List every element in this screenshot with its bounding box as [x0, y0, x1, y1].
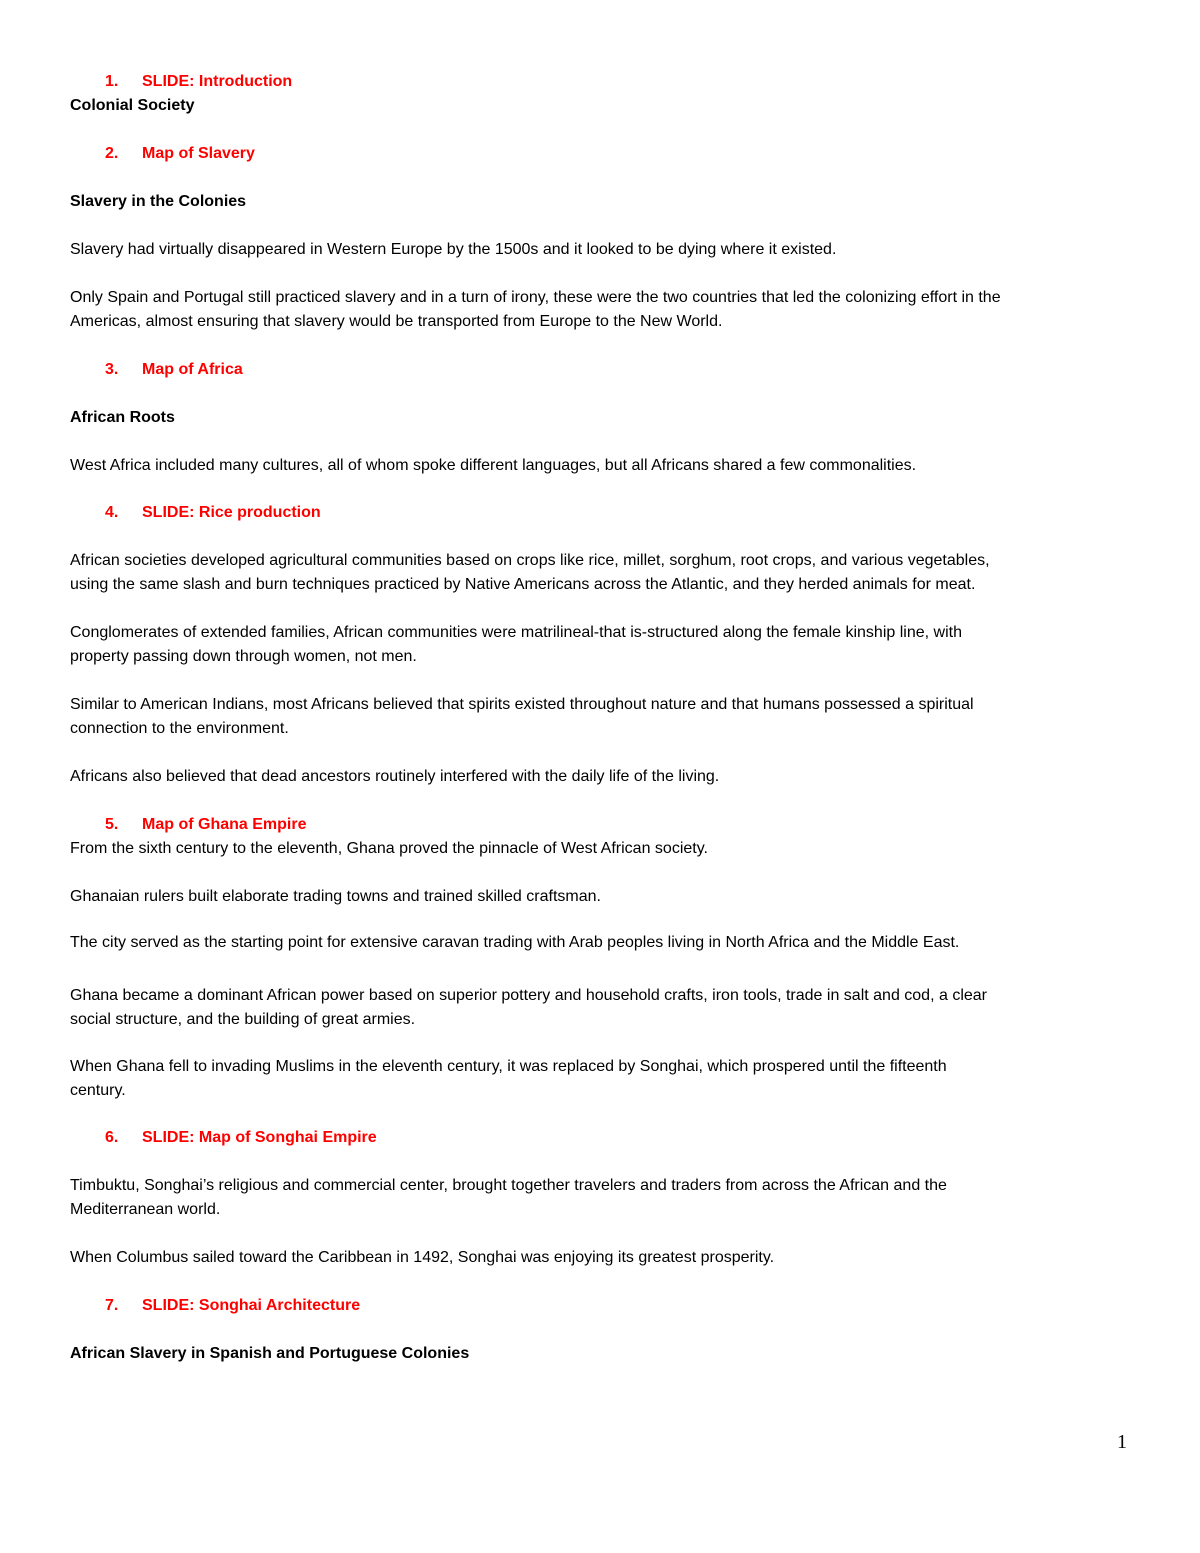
- heading-number: 7.: [105, 1297, 119, 1314]
- subheading: Slavery in the Colonies: [70, 193, 247, 210]
- heading-3: [105, 358, 243, 382]
- heading-6: [105, 1126, 377, 1150]
- paragraph-line: property passing down through women, not men.: [70, 648, 417, 665]
- heading-2: [105, 142, 255, 166]
- heading-text: SLIDE: Songhai Architecture: [142, 1297, 361, 1314]
- paragraph-line: social structure, and the building of great armies.: [70, 1011, 416, 1028]
- heading-number: 1.: [105, 73, 119, 90]
- heading-text: Map of Ghana Empire: [142, 816, 307, 833]
- heading-number: 4.: [105, 504, 119, 521]
- paragraph-line: African societies developed agricultural communities based on crops like rice, millet, sorghum, root crops, and various vegetables,: [70, 552, 990, 569]
- heading-text: SLIDE: Map of Songhai Empire: [142, 1129, 377, 1146]
- paragraph-line: Slavery had virtually disappeared in Western Europe by the 1500s and it looked to be dying where it existed.: [70, 241, 837, 258]
- paragraph-line: century.: [70, 1082, 126, 1099]
- heading-7: [105, 1294, 360, 1318]
- paragraph-line: The city served as the starting point for extensive caravan trading with Arab peoples living in North Africa and the Middle East.: [70, 934, 960, 951]
- paragraph-line: Americas, almost ensuring that slavery would be transported from Europe to the New World.: [70, 313, 723, 330]
- heading-1: [105, 70, 292, 94]
- heading-text: SLIDE: Rice production: [142, 504, 321, 521]
- heading-number: 3.: [105, 361, 119, 378]
- paragraph-line: When Ghana fell to invading Muslims in the eleventh century, it was replaced by Songhai, which prospered until the fifteenth: [70, 1058, 947, 1075]
- paragraph-line: Mediterranean world.: [70, 1201, 221, 1218]
- subheading: African Roots: [70, 409, 175, 426]
- paragraph-line: West Africa included many cultures, all of whom spoke different languages, but all Africans shared a few commonalities.: [70, 457, 917, 474]
- subheading: Colonial Society: [70, 97, 195, 114]
- heading-number: 6.: [105, 1129, 119, 1146]
- paragraph-line: Conglomerates of extended families, African communities were matrilineal-that is-structured along the female kinship line, with: [70, 624, 962, 641]
- paragraph-line: connection to the environment.: [70, 720, 289, 737]
- paragraph-line: Similar to American Indians, most Africans believed that spirits existed throughout nature and that humans possessed a spiritual: [70, 696, 974, 713]
- paragraph-line: Only Spain and Portugal still practiced slavery and in a turn of irony, these were the two countries that led the colonizing effort in the: [70, 289, 1001, 306]
- heading-text: SLIDE: Introduction: [142, 73, 293, 90]
- heading-5: [105, 813, 306, 837]
- paragraph-line: Ghana became a dominant African power based on superior pottery and household crafts, iron tools, trade in salt and cod, a clear: [70, 987, 987, 1004]
- paragraph-line: From the sixth century to the eleventh, Ghana proved the pinnacle of West African society.: [70, 840, 708, 857]
- heading-number: 2.: [105, 145, 119, 162]
- heading-text: Map of Africa: [142, 361, 243, 378]
- paragraph-line: Africans also believed that dead ancestors routinely interfered with the daily life of the living.: [70, 768, 720, 785]
- heading-number: 5.: [105, 816, 119, 833]
- paragraph-line: When Columbus sailed toward the Caribbean in 1492, Songhai was enjoying its greatest prosperity.: [70, 1249, 775, 1266]
- page-number: 1: [1117, 1431, 1127, 1453]
- heading-4: [105, 501, 321, 525]
- heading-text: Map of Slavery: [142, 145, 255, 162]
- paragraph-line: Ghanaian rulers built elaborate trading towns and trained skilled craftsman.: [70, 888, 601, 905]
- paragraph-line: using the same slash and burn techniques practiced by Native Americans across the Atlantic, and they herded animals for meat.: [70, 576, 976, 593]
- subheading: African Slavery in Spanish and Portuguese Colonies: [70, 1345, 470, 1362]
- paragraph-line: Timbuktu, Songhai’s religious and commercial center, brought together travelers and traders from across the African and the: [70, 1177, 947, 1194]
